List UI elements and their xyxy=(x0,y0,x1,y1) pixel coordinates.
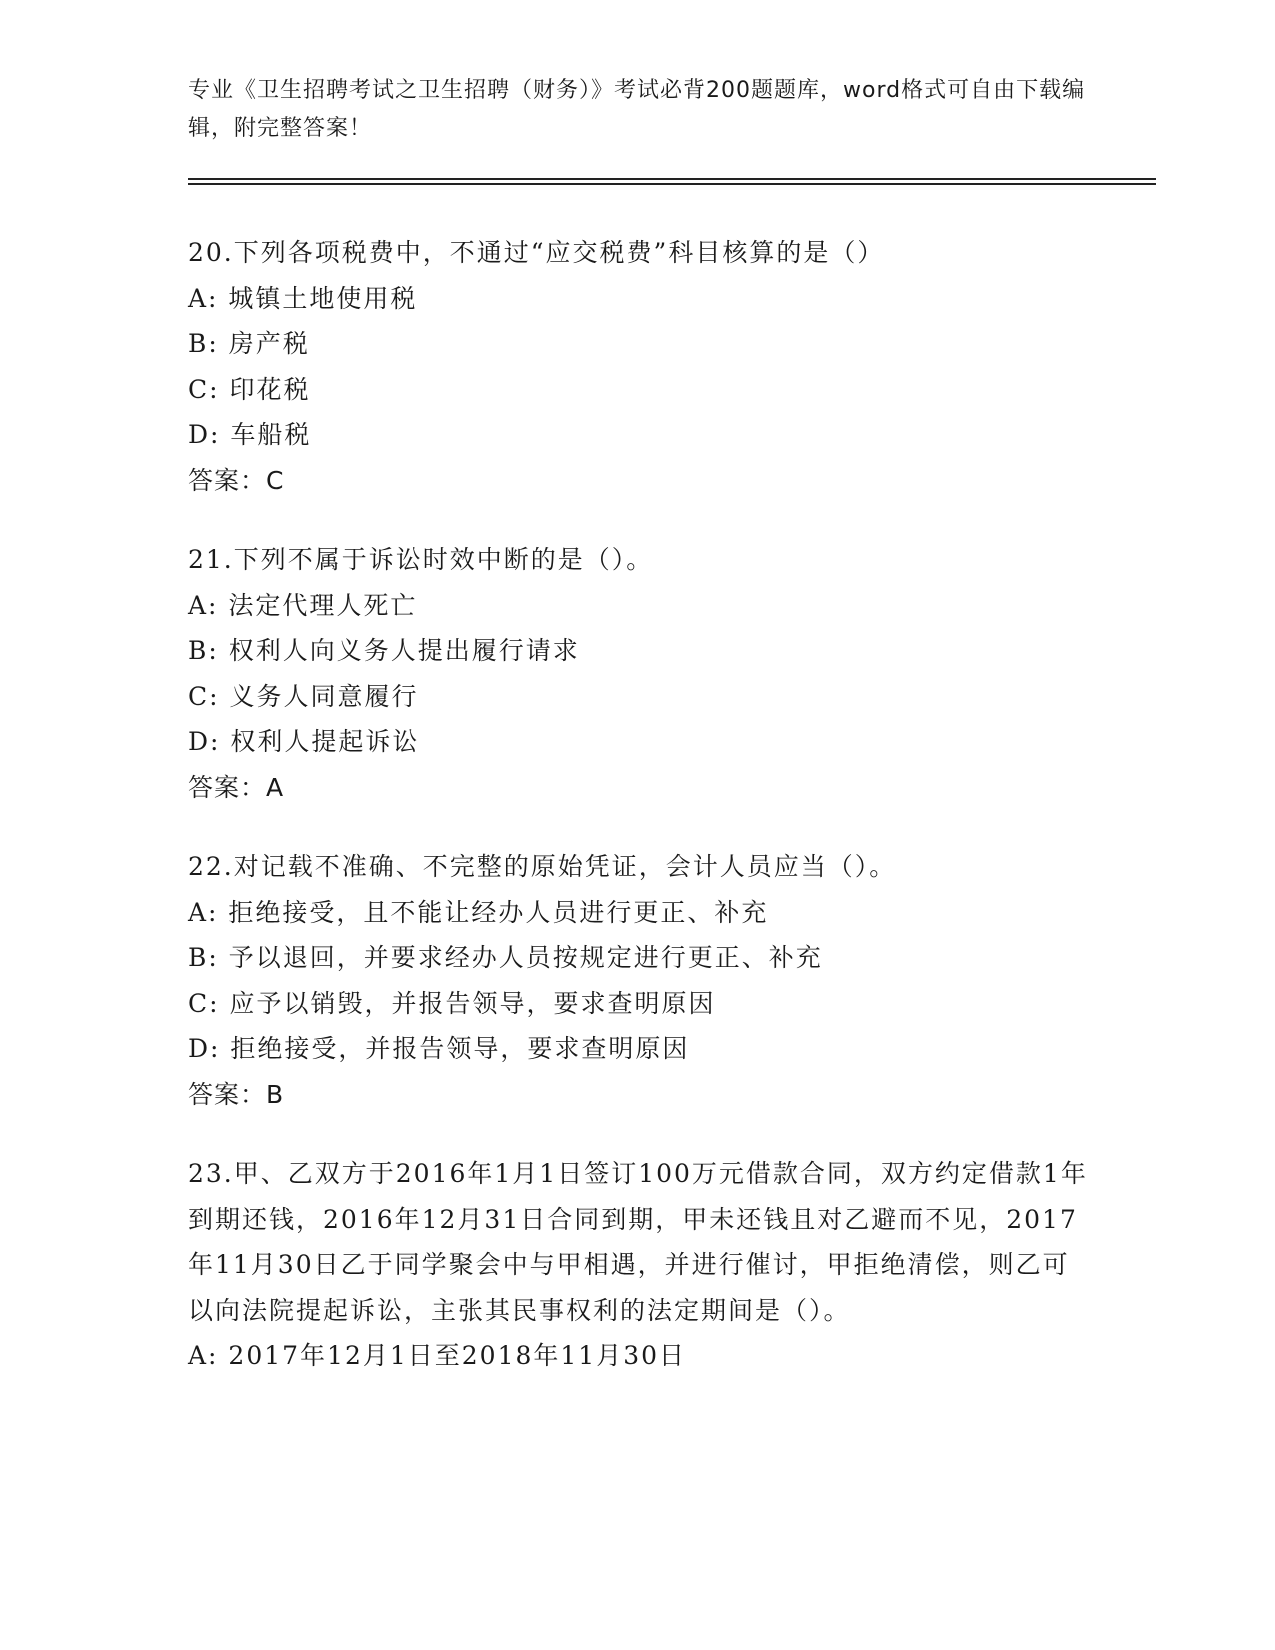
question-item xyxy=(188,844,1088,1117)
option-b: B: 房产税 xyxy=(188,329,310,358)
option-c: C: 印花税 xyxy=(188,374,311,404)
header-divider-bottom xyxy=(188,183,1156,185)
option-b: B: 权利人向义务人提出履行请求 xyxy=(188,636,580,665)
option-a: A: 城镇土地使用税 xyxy=(188,283,418,313)
option-a: A: 拒绝接受，且不能让经办人员进行更正、补充 xyxy=(188,897,769,927)
question-item xyxy=(188,1151,1088,1379)
document-header: 专业《卫生招聘考试之卫生招聘（财务）》考试必背200题题库，word格式可自由下载编辑，附完整答案！ xyxy=(188,78,1086,141)
question-text: 20.下列各项税费中，不通过“应交税费”科目核算的是（） xyxy=(188,238,885,267)
option-d: D: 车船税 xyxy=(188,420,312,449)
answer-line: 答案：C xyxy=(188,465,285,495)
answer-line: 答案：A xyxy=(188,772,285,802)
question-item xyxy=(188,230,1088,503)
question-list xyxy=(188,230,1088,1413)
option-b: B: 予以退回，并要求经办人员按规定进行更正、补充 xyxy=(188,943,823,972)
question-text: 23.甲、乙双方于2016年1月1日签订100万元借款合同，双方约定借款1年到期还钱，2016年12月31日合同到期，甲未还钱且对乙避而不见，2017年11月30日乙于同学聚会中与甲相遇，并进行催讨，甲拒绝清偿，则乙可以向法院提起诉讼，主张其民事权利的法定期间是（）。 xyxy=(188,1159,1088,1325)
question-text: 21.下列不属于诉讼时效中断的是（）。 xyxy=(188,545,654,574)
option-d: D: 权利人提起诉讼 xyxy=(188,727,420,756)
option-c: C: 应予以销毁，并报告领导，要求查明原因 xyxy=(188,988,716,1018)
question-item xyxy=(188,537,1088,810)
option-a: A: 2017年12月1日至2018年11月30日 xyxy=(188,1341,687,1370)
answer-line: 答案：B xyxy=(188,1079,285,1109)
option-a: A: 法定代理人死亡 xyxy=(188,590,418,620)
option-d: D: 拒绝接受，并报告领导，要求查明原因 xyxy=(188,1034,690,1063)
question-text: 22.对记载不准确、不完整的原始凭证，会计人员应当（）。 xyxy=(188,852,897,881)
option-c: C: 义务人同意履行 xyxy=(188,681,419,711)
header-divider-top xyxy=(188,178,1156,180)
